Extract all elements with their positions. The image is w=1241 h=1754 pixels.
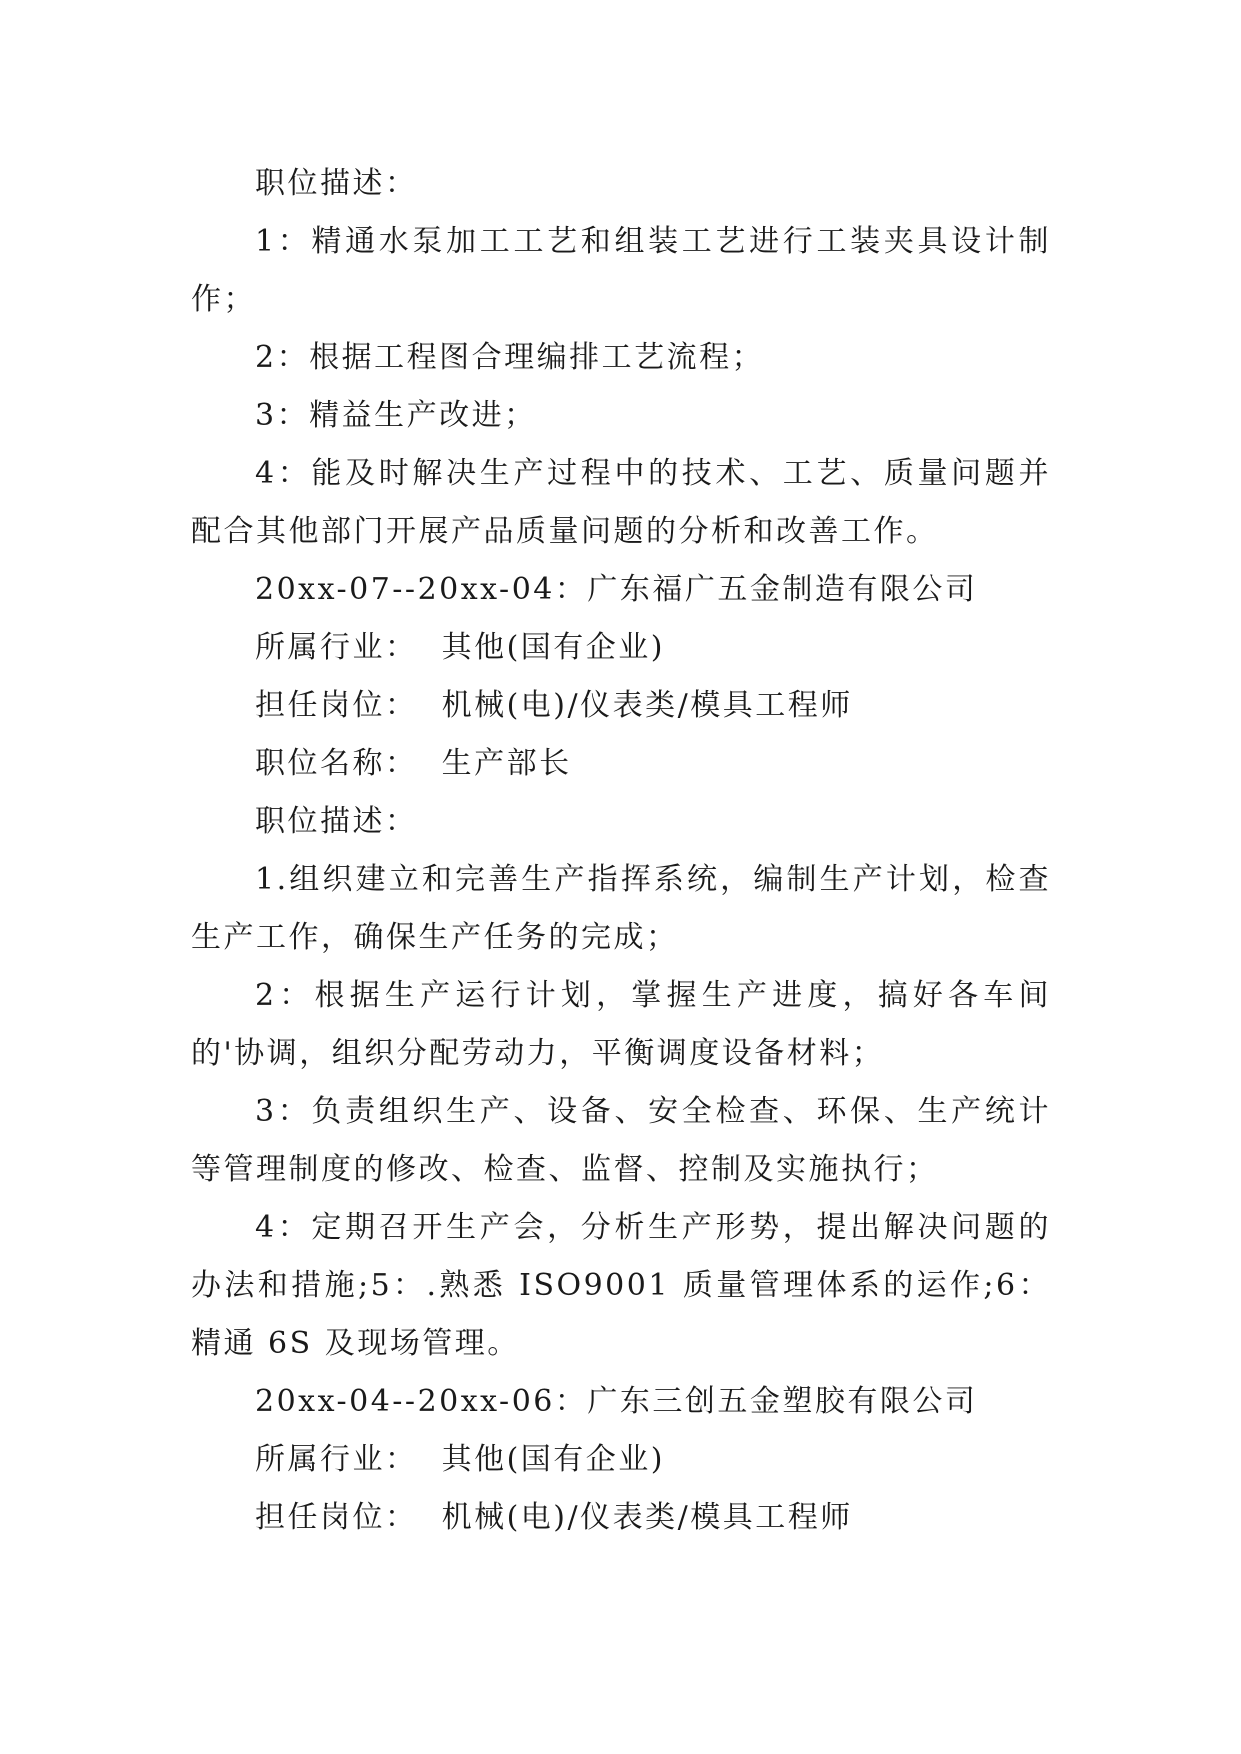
job-description-heading-2: 职位描述： bbox=[255, 804, 418, 839]
employment-period-2: 20xx-04--20xx-06：广东三创五金塑胶有限公司 bbox=[255, 1384, 978, 1419]
industry-2: 所属行业： 其他(国有企业) bbox=[255, 1442, 665, 1477]
duty-item-3: 3：精益生产改进； bbox=[255, 398, 537, 433]
position-1: 担任岗位： 机械(电)/仪表类/模具工程师 bbox=[255, 688, 853, 723]
duty-item-1: 1：精通水泵加工工艺和组装工艺进行工装夹具设计制作； bbox=[191, 224, 1051, 317]
job-description-heading: 职位描述： bbox=[255, 166, 418, 201]
industry-1: 所属行业： 其他(国有企业) bbox=[255, 630, 665, 665]
duty-item-8: 4：定期召开生产会，分析生产形势，提出解决问题的办法和措施;5：.熟悉 ISO9001 质量管理体系的运作;6：精通 6S 及现场管理。 bbox=[191, 1210, 1051, 1361]
duty-item-2: 2：根据工程图合理编排工艺流程； bbox=[255, 340, 765, 375]
duty-item-4: 4：能及时解决生产过程中的技术、工艺、质量问题并配合其他部门开展产品质量问题的分析和改善工作。 bbox=[191, 456, 1051, 549]
duty-item-5: 1.组织建立和完善生产指挥系统，编制生产计划，检查生产工作，确保生产任务的完成； bbox=[191, 862, 1051, 955]
employment-period-1: 20xx-07--20xx-04：广东福广五金制造有限公司 bbox=[255, 572, 978, 607]
duty-item-6: 2：根据生产运行计划，掌握生产进度，搞好各车间的'协调，组织分配劳动力，平衡调度设备材料； bbox=[191, 978, 1051, 1071]
position-2: 担任岗位： 机械(电)/仪表类/模具工程师 bbox=[255, 1500, 853, 1535]
duty-item-7: 3：负责组织生产、设备、安全检查、环保、生产统计等管理制度的修改、检查、监督、控制及实施执行； bbox=[191, 1094, 1051, 1187]
document-page bbox=[191, 155, 1051, 1547]
job-title-1: 职位名称： 生产部长 bbox=[255, 746, 572, 781]
